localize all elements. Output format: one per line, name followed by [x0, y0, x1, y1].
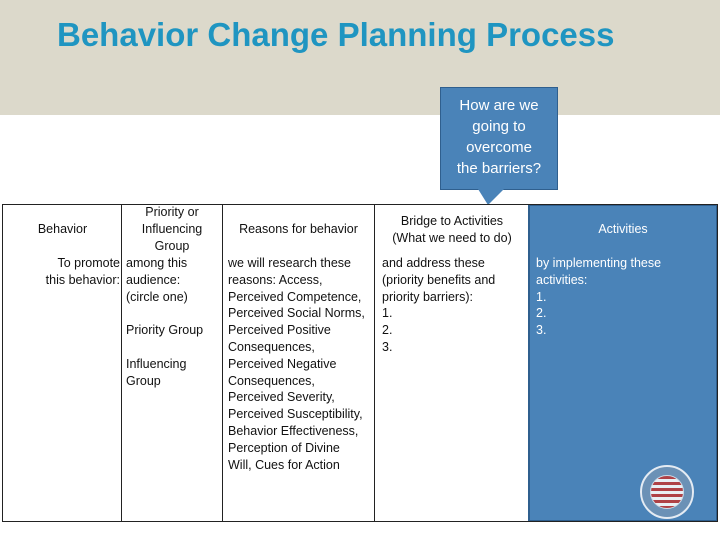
callout-line: How are we — [459, 97, 539, 114]
bridge-header-line: Bridge to Activities — [400, 214, 504, 228]
priority-body-line: (circle one) — [126, 289, 188, 304]
reasons-header: Reasons for behavior — [239, 222, 358, 236]
bridge-body — [382, 255, 526, 356]
reasons-body-line: Perceived Positive — [228, 323, 331, 338]
priority-header — [122, 204, 222, 254]
reasons-body-line: we will research these — [228, 256, 351, 270]
activities-body-line: 1. — [536, 289, 547, 304]
bridge-body-line: (priority benefits and — [382, 272, 496, 287]
activities-body-line: activities: — [536, 272, 588, 287]
activities-header: Activities — [598, 222, 648, 236]
reasons-body-line: reasons: Access, — [228, 272, 323, 287]
seal-flag-icon — [650, 475, 684, 509]
priority-group-option[interactable]: Priority Group — [126, 323, 204, 338]
bridge-body-line: and address these — [382, 256, 485, 270]
column-divider — [374, 204, 375, 522]
bridge-body-line: 3. — [382, 339, 393, 354]
bridge-header — [376, 213, 528, 247]
bridge-header-line: (What we need to do) — [392, 230, 512, 245]
bridge-body-line: 1. — [382, 306, 393, 321]
priority-header-line: Group — [154, 238, 190, 253]
priority-header-line: Priority or — [145, 205, 199, 219]
priority-body-line — [126, 339, 220, 356]
priority-body-line: audience: — [126, 272, 181, 287]
influencing-group-option[interactable]: Group — [126, 373, 161, 388]
priority-header-line: Influencing — [141, 221, 203, 236]
behavior-body-line: To promote — [57, 256, 120, 270]
column-divider — [222, 204, 223, 522]
callout-line: going to — [472, 118, 526, 135]
activities-body-line: 2. — [536, 306, 547, 321]
influencing-group-option[interactable]: Influencing — [126, 356, 187, 371]
callout-line: overcome — [466, 139, 532, 156]
behavior-body — [6, 255, 120, 289]
priority-body-line: among this — [126, 256, 188, 270]
reasons-body-line: Consequences, — [228, 339, 315, 354]
seal-logo-icon — [640, 465, 694, 519]
priority-body-line — [126, 305, 220, 322]
page-title: Behavior Change Planning Process — [57, 16, 615, 53]
reasons-body-line: Perceived Social Norms, — [228, 306, 365, 321]
bridge-body-line: priority barriers): — [382, 289, 473, 304]
behavior-body-line: this behavior: — [45, 272, 120, 287]
callout-bubble — [440, 87, 558, 190]
activities-body-line: by implementing these — [536, 256, 662, 270]
reasons-body-line: Consequences, — [228, 373, 315, 388]
activities-body-line: 3. — [536, 323, 547, 338]
behavior-header: Behavior — [37, 222, 88, 236]
reasons-body-line: Behavior Effectiveness, — [228, 423, 359, 438]
reasons-body-line: Perception of Divine — [228, 440, 340, 455]
priority-body — [126, 255, 220, 389]
bridge-body-line: 2. — [382, 323, 393, 338]
reasons-body-line: Will, Cues for Action — [228, 457, 340, 472]
reasons-body-line: Perceived Competence, — [228, 289, 362, 304]
activities-body — [536, 255, 714, 339]
reasons-body-line: Perceived Susceptibility, — [228, 407, 363, 422]
reasons-body-line: Perceived Severity, — [228, 390, 335, 405]
reasons-body — [228, 255, 374, 473]
reasons-body-line: Perceived Negative — [228, 356, 337, 371]
callout-tail — [478, 189, 504, 205]
callout-line: the barriers? — [456, 160, 542, 177]
